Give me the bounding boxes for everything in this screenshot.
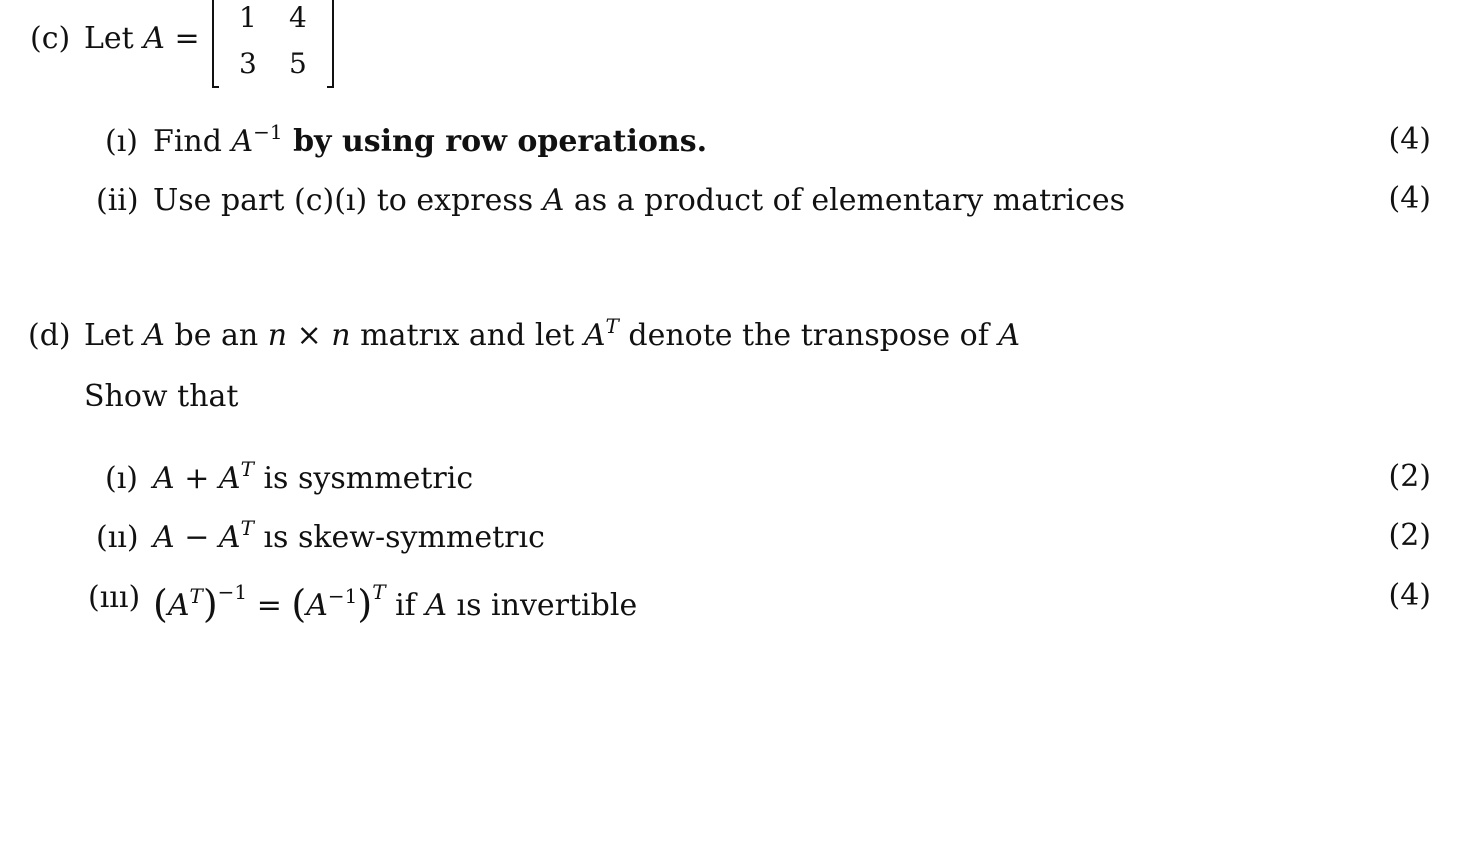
intro-variable: A [998,318,1021,353]
question-item-label: (ii) [96,183,139,218]
item-superscript: −1 [217,580,248,604]
matrix-a [212,0,334,88]
item-superscript: T [189,584,203,608]
matrix-right-bracket [327,0,334,88]
matrix-cell: 4 [289,1,307,34]
times-sign: × [287,318,332,353]
marks: (2) [1388,459,1431,494]
item-text: ıs skew-symmetrıc [253,520,545,555]
left-paren: ( [291,582,307,626]
question-item-label: (ı) [105,461,139,496]
part-c-label: (c) [30,21,71,56]
item-superscript: T [240,516,254,540]
intro-text: matrıx and let [350,318,584,353]
matrix-cell: 5 [289,47,307,80]
item-variable: A [218,520,241,555]
intro-text: Let [84,318,144,353]
intro-variable: A [583,318,606,353]
marks: (2) [1388,518,1431,553]
right-paren: ) [357,582,373,626]
part-d-intro [84,314,1021,353]
item-text: as a product of elementary matrices [564,183,1126,218]
equals-sign: = [174,21,200,56]
intro-superscript: T [605,314,619,338]
item-variable: A [542,183,565,218]
question-item-text [153,580,638,626]
marks: (4) [1388,578,1431,613]
item-variable: A [425,588,447,623]
item-text: is sysmmetric [253,461,474,496]
item-superscript: −1 [327,584,358,608]
item-variable: A [153,461,175,496]
left-paren: ( [153,582,168,626]
item-text-bold: by using row operations. [282,124,708,159]
question-item-text [153,120,708,159]
part-c-let-line [84,21,200,56]
intro-variable: n [267,318,288,353]
question-item-text [153,516,545,555]
question-item-label: (ııı) [88,580,141,615]
item-variable: A [218,461,241,496]
marks: (4) [1388,122,1431,157]
item-variable: A [167,588,190,623]
item-text: ıs invertible [446,588,638,623]
matrix-left-bracket [212,0,219,88]
matrix-cell: 3 [239,47,257,80]
item-operator: − [174,520,219,555]
marks: (4) [1388,181,1431,216]
question-item-text [153,183,1126,218]
intro-text: denote the transpose of [618,318,999,353]
item-superscript: T [240,457,254,481]
item-superscript: T [372,580,386,604]
part-d-label: (d) [28,318,71,353]
item-operator: + [174,461,219,496]
item-superscript: −1 [253,120,283,144]
right-paren: ) [202,582,218,626]
intro-variable: A [143,318,165,353]
equals-sign: = [247,588,292,623]
question-item-label: (ıı) [96,520,139,555]
matrix-variable: A [143,21,165,56]
intro-variable: n [331,318,351,353]
question-item-text [153,457,474,496]
intro-text: be an [164,318,268,353]
item-text: Use part (c)(ı) to express [153,183,543,218]
matrix-cell: 1 [239,1,257,34]
item-text: Find [153,124,232,159]
show-that: Show that [84,379,239,414]
item-variable: A [153,520,175,555]
item-variable: A [231,124,254,159]
let-word: Let [84,21,134,56]
question-item-label: (ı) [105,124,139,159]
item-variable: A [306,588,328,623]
item-text: if [385,588,426,623]
